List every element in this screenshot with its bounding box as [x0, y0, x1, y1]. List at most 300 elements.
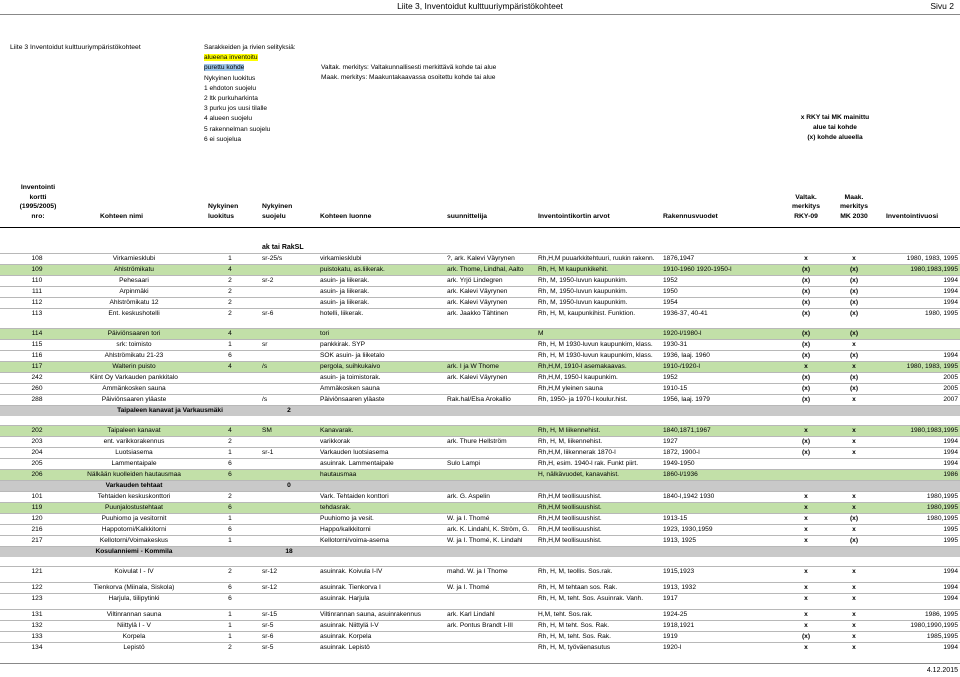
cell-suoj: sr-1	[262, 449, 274, 456]
cell-arvot: Rh,H,M, 1910-l asemakaavas.	[538, 363, 627, 370]
col-invvuosi-header: Inventointivuosi	[886, 212, 939, 220]
table-row	[0, 535, 960, 546]
cell-nimi: Ahlströmikatu	[114, 266, 154, 273]
cell-inv: 1980, 1983, 1995	[906, 255, 958, 262]
cell-vuodet: 1924-25	[663, 611, 688, 618]
cell-suoj: sr-15	[262, 611, 278, 618]
cell-valtak: x	[804, 584, 808, 591]
cell-valtak: x	[804, 255, 808, 262]
footer-date: 4.12.2015	[926, 667, 958, 674]
cell-luok: 1	[228, 341, 232, 348]
cell-inv: 1985,1995	[926, 633, 958, 640]
cell-inv: 1994	[943, 568, 958, 575]
cell-nimi: Pehesaari	[119, 277, 149, 284]
cell-luok: 1	[228, 537, 232, 544]
col-luokitus-header: Nykyinen luokitus	[208, 203, 239, 220]
cell-arvot: Rh, H, M liikennehist.	[538, 427, 601, 434]
cell-nimi: Ent. keskushotelli	[108, 310, 160, 317]
cell-suunn: Rak.hal/Elsa Arokallio	[447, 396, 511, 403]
cell-nimi: Happotorni/Kalkkitorni	[101, 526, 167, 533]
cell-luonne: asuin- ja liikerak.	[320, 299, 370, 306]
cell-suunn: ark. Kalevi Väyrynen	[447, 374, 508, 381]
cell-arvot: Rh, H, M, teollis. Sos.rak.	[538, 568, 613, 575]
cell-vuodet: 1952	[663, 277, 678, 284]
cell-inv: 1994	[943, 595, 958, 602]
table-row	[0, 394, 960, 405]
cell-luonne: Ämmäkosken sauna	[320, 385, 380, 392]
page-title: Liite 3, Inventoidut kulttuuriympäristökohteet	[397, 1, 563, 11]
cell-valtak: (x)	[801, 341, 811, 348]
legend-class-4: 4 alueen suojelu	[204, 115, 253, 123]
cell-luok: 4	[228, 363, 232, 370]
cell-maak: x	[852, 644, 856, 651]
cell-suunn: ark. I ja W Thome	[447, 363, 499, 370]
cell-inv: 1995	[943, 526, 958, 533]
cell-luok: 2	[228, 568, 232, 575]
cell-arvot: M	[538, 330, 544, 337]
cell-suoj: SM	[262, 427, 272, 434]
cell-suoj: sr	[262, 341, 268, 348]
cell-nro: 260	[31, 385, 43, 392]
cell-suoj: sr-12	[262, 568, 278, 575]
cell-valtak: (x)	[801, 330, 811, 337]
cell-luok: 6	[228, 584, 232, 591]
cell-luonne: pankkirak. SYP	[320, 341, 366, 348]
table-row	[0, 524, 960, 535]
cell-nimi: Kellotorni/Voimakeskus	[99, 537, 169, 544]
col-suojelu-header: Nykyinen suojelu	[262, 203, 293, 220]
footer-rule	[0, 663, 960, 664]
cell-nro: 121	[31, 568, 43, 575]
cell-maak: (x)	[849, 299, 859, 306]
cell-vuodet: 1876,1947	[663, 255, 695, 262]
cell-maak: x	[852, 526, 856, 533]
cell-suunn: ark. Thure Hellström	[447, 438, 507, 445]
cell-luonne: tehdasrak.	[320, 504, 351, 511]
cell-maak: (x)	[849, 330, 859, 337]
cell-suoj: sr-6	[262, 633, 274, 640]
cell-nro: 132	[31, 622, 43, 629]
cell-suoj: /s	[262, 363, 268, 370]
cell-nro: 206	[31, 471, 43, 478]
cell-nimi: Päiviönsaaren tori	[107, 330, 161, 337]
cell-luok: 2	[228, 493, 232, 500]
cell-maak: x	[852, 633, 856, 640]
table-row	[0, 491, 960, 502]
cell-suoj: sr-12	[262, 584, 278, 591]
valtak-legend: Valtak. merkitys: Valtakunnallisesti merkittävä kohde tai alue	[321, 64, 497, 71]
cell-valtak: (x)	[801, 633, 811, 640]
cell-nro: 115	[31, 341, 43, 348]
cell-suoj: sr-5	[262, 644, 274, 651]
cell-nimi: Ahlströmikatu 21-23	[104, 352, 164, 359]
legend-title: Sarakkeiden ja rivien selityksiä:	[204, 44, 296, 51]
cell-arvot: Rh, H, M, kaupunkihist. Funktion.	[538, 310, 636, 317]
cell-nimi: Niittylä I - V	[117, 622, 151, 629]
cell-maak: x	[852, 396, 856, 403]
cell-luok: 4	[228, 266, 232, 273]
table-row	[0, 513, 960, 524]
cell-vuodet: 1950	[663, 288, 678, 295]
cell-nimi: Harjula, tiilipytinki	[108, 595, 160, 602]
table-row	[0, 328, 960, 339]
cell-vuodet: 1913-15	[663, 515, 688, 522]
cell-luok: 1	[228, 611, 232, 618]
cell-valtak: (x)	[801, 438, 811, 445]
cell-valtak: (x)	[801, 277, 811, 284]
cell-valtak: x	[804, 493, 808, 500]
legend-area-inventoried: alueena inventoitu	[204, 54, 258, 62]
cell-nimi: Lammentaipale	[111, 460, 157, 467]
table-row	[0, 286, 960, 297]
cell-inv: 1986, 1995	[924, 611, 958, 618]
cell-nro: 202	[31, 427, 43, 434]
cell-vuodet: 1956, laaj. 1979	[663, 396, 710, 403]
cell-maak: x	[852, 341, 856, 348]
cell-luonne: asuinrak. Koivula I-IV	[320, 568, 383, 575]
cell-vuodet: 1915,1923	[663, 568, 695, 575]
cell-luonne: Kellotorni/voima-asema	[320, 537, 389, 544]
cell-luok: 2	[228, 277, 232, 284]
cell-nro: 123	[31, 595, 43, 602]
cell-nro: 119	[31, 504, 43, 511]
cell-nro: 110	[31, 277, 43, 284]
cell-nimi: ent. varikkorakennus	[103, 438, 165, 445]
legend-demolished: purettu kohde	[204, 64, 245, 72]
cell-vuodet: 1872, 1900-l	[663, 449, 700, 456]
cell-inv: 1980,1995	[926, 515, 958, 522]
cell-maak: x	[852, 611, 856, 618]
cell-luonne: asuin- ja toimistorak.	[320, 374, 381, 381]
cell-valtak: (x)	[801, 266, 811, 273]
cell-inv: 2007	[943, 396, 958, 403]
table-row	[0, 383, 960, 394]
cell-valtak: (x)	[801, 352, 811, 359]
cell-maak: x	[852, 438, 856, 445]
cell-inv: 1994	[943, 277, 958, 284]
cell-inv: 1980, 1995	[924, 310, 958, 317]
cell-vuodet: 1840,1871,1967	[663, 427, 711, 434]
cell-nro: 133	[31, 633, 43, 640]
cell-luonne: asuin- ja liikerak.	[320, 288, 370, 295]
significance-legend	[321, 63, 496, 83]
cell-valtak: (x)	[801, 385, 811, 392]
legend-class-1: 1 ehdoton suojelu	[204, 84, 257, 92]
page-header	[0, 0, 960, 14]
col-suunnittelija-header: suunnittelija	[447, 212, 488, 220]
cell-nro: 113	[31, 310, 43, 317]
cell-arvot: H, nälkävuodet, kanavahist.	[538, 471, 620, 478]
cell-maak: (x)	[849, 537, 859, 544]
cell-valtak: x	[804, 644, 808, 651]
cell-maak: (x)	[849, 374, 859, 381]
cell-nro: 101	[31, 493, 43, 500]
cell-luonne: Kanavarak.	[320, 427, 354, 434]
cell-vuodet: 1918,1921	[663, 622, 695, 629]
cell-valtak: (x)	[801, 449, 811, 456]
cell-vuodet: 1927	[663, 438, 678, 445]
cell-maak: (x)	[849, 352, 859, 359]
table-row	[0, 253, 960, 264]
cell-suoj: /s	[262, 396, 268, 403]
cell-nimi: srk: toimisto	[116, 341, 152, 348]
cell-nimi: Kosulanniemi - Kommila	[95, 548, 173, 555]
table-row	[0, 436, 960, 447]
cell-maak: (x)	[849, 266, 859, 273]
cell-vuodet: 1913, 1925	[663, 537, 697, 544]
cell-inv: 1994	[943, 438, 958, 445]
cell-arvot: Rh,H,M teollisuushist.	[538, 537, 602, 544]
cell-luonne: SOK asuin- ja liiketalo	[320, 352, 385, 359]
cell-nro: 203	[31, 438, 43, 445]
cell-suunn: W. ja I. Thomé	[447, 515, 490, 522]
group-header-row	[0, 405, 960, 416]
cell-vuodet: 1920-l	[663, 644, 682, 651]
table-header	[0, 183, 960, 225]
cell-nimi: Taipaleen kanavat	[107, 427, 161, 434]
cell-arvot: Rh, H, M, liikennehist.	[538, 438, 603, 445]
col-vuodet-header: Rakennusvuodet	[663, 212, 718, 220]
cell-vuodet: 1910-1960 1920-1950-l	[663, 266, 732, 273]
cell-luonne: hautausmaa	[320, 471, 357, 478]
document-label: Liite 3 Inventoidut kulttuuriympäristökohteet	[10, 44, 141, 51]
header-rule	[0, 14, 960, 15]
cell-nimi: Puuhiomo ja vesitornit	[101, 515, 167, 522]
cell-vuodet: 1917	[663, 595, 678, 602]
cell-nimi: Luotsiasema	[115, 449, 153, 456]
cell-suunn: ark. Karl Lindahl	[447, 611, 495, 618]
table-row	[0, 642, 960, 653]
cell-luonne: asuinrak. Lepistö	[320, 644, 370, 651]
cell-arvot: Rh,H,M teollisuushist.	[538, 526, 602, 533]
cell-luok: 4	[228, 427, 232, 434]
cell-vuodet: 1936-37, 40-41	[663, 310, 708, 317]
cell-vuodet: 1930-31	[663, 341, 688, 348]
cell-luonne: asuinrak. Korpela	[320, 633, 372, 640]
cell-suunn: ark. Thome, Lindhal, Aalto	[447, 266, 524, 273]
cell-suunn: W. ja I. Thomé	[447, 584, 490, 591]
table-row	[0, 469, 960, 480]
maak-legend: Maak. merkitys: Maakuntakaavassa osoitettu kohde tai alue	[321, 74, 496, 82]
cell-luonne: pergola, suihkukaivo	[320, 363, 381, 370]
ak-raksl-label: ak tai RakSL	[262, 244, 304, 251]
cell-nimi: Viltinrannan sauna	[106, 611, 162, 618]
cell-vuodet: 1920-l/1980-l	[663, 330, 702, 337]
cell-inv: 1980,1995	[926, 504, 958, 511]
cell-suunn: ark. K. Lindahl, K. Ström, G.	[447, 526, 530, 533]
cell-nro: 217	[31, 537, 43, 544]
table-row	[0, 372, 960, 383]
cell-vuodet: 1840-l,1942 1930	[663, 493, 715, 500]
cell-nimi: Tehtaiden keskuskonttori	[97, 493, 171, 500]
cell-maak: (x)	[849, 288, 859, 295]
cell-nro: 216	[31, 526, 43, 533]
cell-suoj: sr-5	[262, 622, 274, 629]
group-header-row	[0, 480, 960, 491]
col-luonne-header: Kohteen luonne	[320, 212, 372, 220]
cell-vuodet: 1936, laaj. 1960	[663, 352, 710, 359]
table-row	[0, 609, 960, 620]
cell-luonne: tori	[320, 330, 330, 337]
cell-maak: x	[852, 504, 856, 511]
cell-nro: 116	[31, 352, 43, 359]
cell-valtak: (x)	[801, 288, 811, 295]
cell-inv: 1994	[943, 644, 958, 651]
cell-nro: 117	[31, 363, 43, 370]
cell-maak: x	[852, 584, 856, 591]
cell-nimi: Lepistö	[123, 644, 145, 651]
legend-class-2: 2 ltk purkuharkinta	[204, 95, 258, 103]
cell-maak: x	[852, 427, 856, 434]
cell-vuodet: 1919	[663, 633, 678, 640]
cell-luok: 1	[228, 622, 232, 629]
cell-luonne: Vark. Tehtaiden konttori	[320, 493, 389, 500]
cell-arvot: Rh, H, M 1930-luvun kaupunkim, klass.	[538, 352, 653, 359]
cell-luonne: puistokatu, as.liikerak.	[320, 266, 385, 273]
cell-nro: 108	[31, 255, 43, 262]
cell-maak: (x)	[849, 310, 859, 317]
cell-luonne: Happo/kalkkitorni	[320, 526, 371, 533]
cell-arvot: Rh, M, 1950-luvun kaupunkim.	[538, 288, 628, 295]
cell-nro: 204	[31, 449, 43, 456]
cell-inv: 1986	[943, 471, 958, 478]
cell-luonne: varikkorak	[320, 438, 351, 445]
cell-inv: 1980, 1983, 1995	[906, 363, 958, 370]
cell-valtak: (x)	[801, 310, 811, 317]
cell-suunn: mahd. W. ja I Thome	[447, 568, 508, 575]
table-row	[0, 566, 960, 577]
cell-luonne: Viltinrannan sauna, asuinrakennus	[320, 611, 422, 618]
cell-suoj: 18	[285, 548, 293, 555]
table-row	[0, 447, 960, 458]
cell-inv: 1994	[943, 299, 958, 306]
group-header-row	[0, 546, 960, 557]
cell-inv: 2005	[943, 374, 958, 381]
cell-valtak: x	[804, 363, 808, 370]
cell-arvot: Rh, H, M 1930-luvun kaupunkim, klass.	[538, 341, 653, 348]
cell-nimi: Kiint Oy Varkauden pankkitalo	[90, 374, 178, 381]
cell-maak: x	[852, 622, 856, 629]
cell-vuodet: 1952	[663, 374, 678, 381]
table-row	[0, 297, 960, 308]
cell-luok: 1	[228, 449, 232, 456]
table-row	[0, 502, 960, 513]
cell-arvot: Rh,H,M teollisuushist.	[538, 504, 602, 511]
cell-valtak: x	[804, 622, 808, 629]
cell-nro: 131	[31, 611, 43, 618]
cell-arvot: Rh, H, M, teht. Sos. Asuinrak. Vanh.	[538, 595, 644, 602]
cell-arvot: Rh, M, 1950-luvun kaupunkim.	[538, 277, 628, 284]
cell-inv: 1994	[943, 584, 958, 591]
cell-luonne: virkamiesklubi	[320, 255, 362, 262]
cell-suunn: ark. Kalevi Väyrynen	[447, 288, 508, 295]
cell-suunn: Sulo Lampi	[447, 460, 480, 467]
cell-luok: 2	[228, 644, 232, 651]
table-row	[0, 425, 960, 436]
cell-arvot: H,M, teht. Sos.rak.	[538, 611, 593, 618]
cell-vuodet: 1954	[663, 299, 678, 306]
cell-nimi: Korpela	[122, 633, 146, 640]
cell-valtak: x	[804, 427, 808, 434]
cell-luok: 6	[228, 595, 232, 602]
cell-luonne: asuinrak. Lammentaipale	[320, 460, 394, 467]
cell-inv: 1995	[943, 537, 958, 544]
cell-luok: 1	[228, 255, 232, 262]
table-row	[0, 308, 960, 319]
cell-nimi: Arpinmäki	[119, 288, 149, 295]
cell-arvot: Rh,H, esim. 1940-l rak. Funkt piirt.	[538, 460, 639, 467]
cell-inv: 1980,1983,1995	[910, 427, 958, 434]
cell-vuodet: 1949-1950	[663, 460, 695, 467]
cell-suoj: 2	[287, 407, 291, 414]
cell-inv: 1980,1990,1995	[910, 622, 958, 629]
cell-valtak: x	[804, 537, 808, 544]
cell-arvot: Rh,H,M, 1950-l kaupunkim.	[538, 374, 618, 381]
cell-arvot: Rh,H,M yleinen sauna	[538, 385, 603, 392]
cell-nimi: Nälkään kuolleiden hautausmaa	[87, 471, 181, 478]
table-row	[0, 264, 960, 275]
cell-valtak: x	[804, 526, 808, 533]
cell-arvot: Rh,H,M teollisuushist.	[538, 515, 602, 522]
table-row	[0, 275, 960, 286]
cell-maak: x	[852, 493, 856, 500]
cell-nro: 114	[31, 330, 43, 337]
col-nro-header: Inventointi kortti (1995/2005) nro:	[19, 184, 57, 220]
table-row	[0, 361, 960, 372]
cell-luonne: asuinrak. Harjula	[320, 595, 370, 602]
cell-valtak: (x)	[801, 299, 811, 306]
cell-maak: (x)	[849, 277, 859, 284]
cell-arvot: Rh,H,M puuarkkitehtuuri, ruukin rakenn.	[538, 255, 655, 262]
cell-inv: 1994	[943, 449, 958, 456]
cell-maak: x	[852, 255, 856, 262]
cell-maak: x	[852, 595, 856, 602]
cell-nimi: Tienkorva (Miinala, Siskola)	[93, 584, 175, 591]
cell-valtak: x	[804, 515, 808, 522]
legend-class-6: 6 ei suojelua	[204, 135, 242, 143]
cell-nro: 242	[31, 374, 43, 381]
col-valtak-header: Valtak. merkitys RKY-09	[792, 193, 820, 220]
cell-arvot: Rh, H, M kaupunkikehit.	[538, 266, 608, 273]
cell-nimi: Ämmänkosken sauna	[102, 385, 166, 392]
cell-valtak: x	[804, 611, 808, 618]
cell-nimi: Varkauden tehtaat	[105, 482, 163, 489]
page-number: Sivu 2	[930, 1, 954, 11]
col-nimi-header: Kohteen nimi	[100, 212, 144, 220]
col-arvot-header: Inventointikortin arvot	[538, 212, 610, 220]
table-row	[0, 593, 960, 604]
cell-luonne: asuin- ja liikerak.	[320, 277, 370, 284]
cell-luonne: hotelli, liikerak.	[320, 310, 364, 317]
cell-luok: 1	[228, 515, 232, 522]
cell-nro: 134	[31, 644, 43, 651]
cell-arvot: Rh, H, M tehtaan sos. Rak.	[538, 584, 618, 591]
cell-suunn: W. ja I. Thomé, K. Lindahl	[447, 537, 523, 544]
cell-luonne: asuinrak. Tienkorva I	[320, 584, 381, 591]
rky-legend: x RKY tai MK mainittu alue tai kohde (x) kohde alueella	[800, 114, 870, 142]
cell-maak: (x)	[849, 515, 859, 522]
cell-valtak: x	[804, 568, 808, 575]
cell-nro: 122	[31, 584, 43, 591]
legend-classification-title: Nykyinen luokitus	[204, 74, 256, 82]
cell-suoj: sr-6	[262, 310, 274, 317]
cell-luok: 2	[228, 288, 232, 295]
header-rule-bottom	[0, 227, 960, 228]
cell-valtak: (x)	[801, 396, 811, 403]
cell-nimi: Puunjalostustehtaat	[105, 504, 163, 511]
cell-inv: 1980,1995	[926, 493, 958, 500]
cell-arvot: Rh, 1950- ja 1970-l koulur.hist.	[538, 396, 628, 403]
